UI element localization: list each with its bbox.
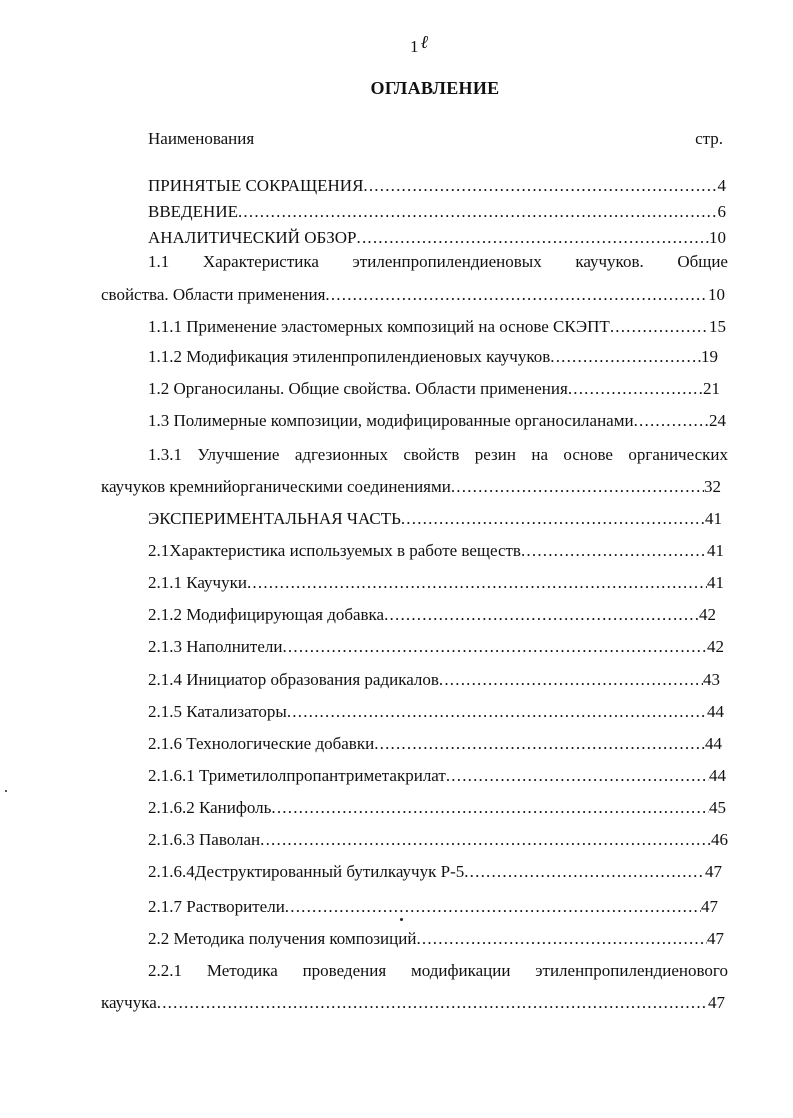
leader-dots bbox=[550, 346, 701, 368]
word: 2.2.1 bbox=[148, 961, 182, 980]
toc-entry-page: 44 bbox=[707, 702, 724, 721]
toc-entry-page: 47 bbox=[708, 993, 725, 1012]
word: Методика bbox=[206, 961, 278, 980]
word: органических bbox=[628, 445, 728, 464]
leader-dots bbox=[384, 604, 699, 626]
leader-dots bbox=[464, 861, 705, 883]
leader-dots bbox=[271, 797, 709, 819]
toc-entry-text: 1.2 Органосиланы. Общие свойства. Области применения bbox=[148, 379, 568, 398]
toc-entry-text: АНАЛИТИЧЕСКИЙ ОБЗОР bbox=[148, 228, 357, 247]
toc-entry bbox=[148, 540, 724, 562]
toc-entry-page: 44 bbox=[709, 766, 726, 785]
toc-entry-page: 47 bbox=[701, 897, 718, 916]
toc-entry-page: 41 bbox=[705, 509, 722, 528]
page-title: ОГЛАВЛЕНИЕ bbox=[370, 78, 500, 98]
word: Улучшение bbox=[197, 445, 280, 464]
toc-entry-page: 42 bbox=[707, 637, 724, 656]
leader-dots bbox=[610, 316, 709, 338]
leader-dots bbox=[634, 410, 709, 432]
leader-dots bbox=[446, 765, 709, 787]
toc-entry-page: 6 bbox=[717, 202, 726, 221]
toc-entry-page: 4 bbox=[717, 176, 726, 195]
toc-entry-text: 2.1.6.4Деструктированный бутилкаучук Р-5 bbox=[148, 862, 465, 881]
toc-entry-page: 47 bbox=[707, 929, 724, 948]
scan-speck bbox=[400, 918, 403, 921]
toc-entry bbox=[148, 508, 722, 530]
toc-entry-text: 2.1.4 Инициатор образования радикалов bbox=[148, 670, 439, 689]
word: этиленпропилендиенового bbox=[535, 961, 728, 980]
word: основе bbox=[563, 445, 613, 464]
word: Характеристика bbox=[202, 252, 319, 271]
toc-entry-page: 41 bbox=[707, 573, 724, 592]
word: на bbox=[531, 445, 549, 464]
toc-entry-page: 32 bbox=[704, 477, 721, 496]
page-number: 1 ℓ bbox=[410, 32, 428, 56]
leader-dots bbox=[568, 378, 703, 400]
leader-dots bbox=[374, 733, 705, 755]
toc-entry-text: ПРИНЯТЫЕ СОКРАЩЕНИЯ bbox=[148, 176, 364, 195]
word: адгезионных bbox=[294, 445, 388, 464]
word: этиленпропилендиеновых bbox=[352, 252, 542, 271]
toc-entry bbox=[148, 201, 726, 223]
toc-entry-text: 1.3 Полимерные композиции, модифицированные органосиланами bbox=[148, 411, 634, 430]
scan-speck bbox=[5, 790, 7, 792]
toc-entry bbox=[148, 378, 720, 400]
toc-entry bbox=[148, 701, 724, 723]
toc-entry-page: 19 bbox=[701, 347, 718, 366]
toc-entry-text: 2.1Характеристика используемых в работе веществ bbox=[148, 541, 521, 560]
toc-entry-text: 1.1.2 Модификация этиленпропилендиеновых каучуков bbox=[148, 347, 551, 366]
toc-entry-page: 45 bbox=[709, 798, 726, 817]
toc-entry bbox=[148, 175, 726, 197]
toc-entry-text: 2.1.6.2 Канифоль bbox=[148, 798, 272, 817]
leader-dots bbox=[282, 636, 707, 658]
toc-entry-page: 44 bbox=[705, 734, 722, 753]
toc-entry bbox=[148, 227, 726, 249]
toc-entry-text: 2.1.5 Катализаторы bbox=[148, 702, 287, 721]
toc-entry-page: 10 bbox=[708, 285, 725, 304]
word: свойств bbox=[403, 445, 460, 464]
leader-dots bbox=[401, 508, 705, 530]
toc-entry bbox=[148, 765, 726, 787]
toc-entry-text: свойства. Области применения bbox=[101, 285, 326, 304]
toc-entry bbox=[148, 636, 724, 658]
toc-entry-page: 41 bbox=[707, 541, 724, 560]
toc-entry bbox=[148, 604, 716, 626]
toc-entry bbox=[148, 410, 726, 432]
toc-entry-text: ВВЕДЕНИЕ bbox=[148, 202, 238, 221]
leader-dots bbox=[260, 829, 711, 851]
leader-dots bbox=[451, 476, 704, 498]
toc-entry-text: 2.1.6.3 Паволан bbox=[148, 830, 261, 849]
toc-entry-text: 2.2 Методика получения композиций bbox=[148, 929, 417, 948]
toc-entry-wrapped-line bbox=[148, 444, 728, 466]
toc-entry-wrapped-line bbox=[148, 251, 728, 273]
toc-entry bbox=[148, 733, 722, 755]
leader-dots bbox=[325, 284, 708, 306]
toc-entry-page: 10 bbox=[709, 228, 726, 247]
column-header-pages: стр. bbox=[695, 129, 723, 148]
word: 1.3.1 bbox=[148, 445, 182, 464]
toc-entry-text: 2.1.7 Растворители bbox=[148, 897, 285, 916]
toc-entry bbox=[148, 316, 726, 338]
toc-entry bbox=[101, 992, 725, 1014]
word: модификации bbox=[410, 961, 511, 980]
toc-entry-text: каучука bbox=[101, 993, 157, 1012]
toc-entry-page: 46 bbox=[711, 830, 728, 849]
toc-entry-text: 2.1.3 Наполнители bbox=[148, 637, 283, 656]
toc-entry-page: 15 bbox=[709, 317, 726, 336]
toc-entry-text: 1.1.1 Применение эластомерных композиций на основе СКЭПТ bbox=[148, 317, 610, 336]
toc-entry bbox=[148, 861, 722, 883]
toc-entry-text: 2.1.6.1 Триметилолпропантриметакрилат bbox=[148, 766, 446, 785]
toc-entry bbox=[148, 896, 718, 918]
word: 1.1 bbox=[148, 252, 170, 271]
leader-dots bbox=[416, 928, 707, 950]
toc-entry bbox=[148, 346, 718, 368]
toc-entry-wrapped-line bbox=[148, 960, 728, 982]
leader-dots bbox=[285, 896, 701, 918]
leader-dots bbox=[357, 227, 710, 249]
toc-entry bbox=[148, 797, 726, 819]
toc-entry bbox=[148, 572, 724, 594]
leader-dots bbox=[287, 701, 707, 723]
leader-dots bbox=[238, 201, 718, 223]
toc-entry bbox=[101, 476, 721, 498]
toc-entry-page: 24 bbox=[709, 411, 726, 430]
toc-entry-text: ЭКСПЕРИМЕНТАЛЬНАЯ ЧАСТЬ bbox=[148, 509, 401, 528]
toc-entry bbox=[148, 829, 728, 851]
toc-entry-text: 2.1.2 Модифицирующая добавка bbox=[148, 605, 385, 624]
toc-entry-text: 2.1.6 Технологические добавки bbox=[148, 734, 375, 753]
leader-dots bbox=[439, 669, 703, 691]
word: проведения bbox=[302, 961, 387, 980]
toc-entry bbox=[101, 284, 725, 306]
leader-dots bbox=[157, 992, 708, 1014]
toc-entry-page: 43 bbox=[703, 670, 720, 689]
leader-dots bbox=[521, 540, 707, 562]
toc-entry-page: 21 bbox=[703, 379, 720, 398]
toc-entry bbox=[148, 928, 724, 950]
toc-entry-text: 2.1.1 Каучуки bbox=[148, 573, 247, 592]
column-header-names: Наименования bbox=[148, 129, 255, 148]
word: резин bbox=[474, 445, 516, 464]
leader-dots bbox=[247, 572, 707, 594]
toc-entry bbox=[148, 669, 720, 691]
toc-entry-page: 47 bbox=[705, 862, 722, 881]
toc-entry-text: каучуков кремнийорганическими соединениями bbox=[101, 477, 451, 496]
word: Общие bbox=[677, 252, 728, 271]
handwritten-page-mark: ℓ bbox=[420, 32, 428, 53]
word: каучуков. bbox=[575, 252, 644, 271]
toc-entry-page: 42 bbox=[699, 605, 716, 624]
leader-dots bbox=[363, 175, 717, 197]
